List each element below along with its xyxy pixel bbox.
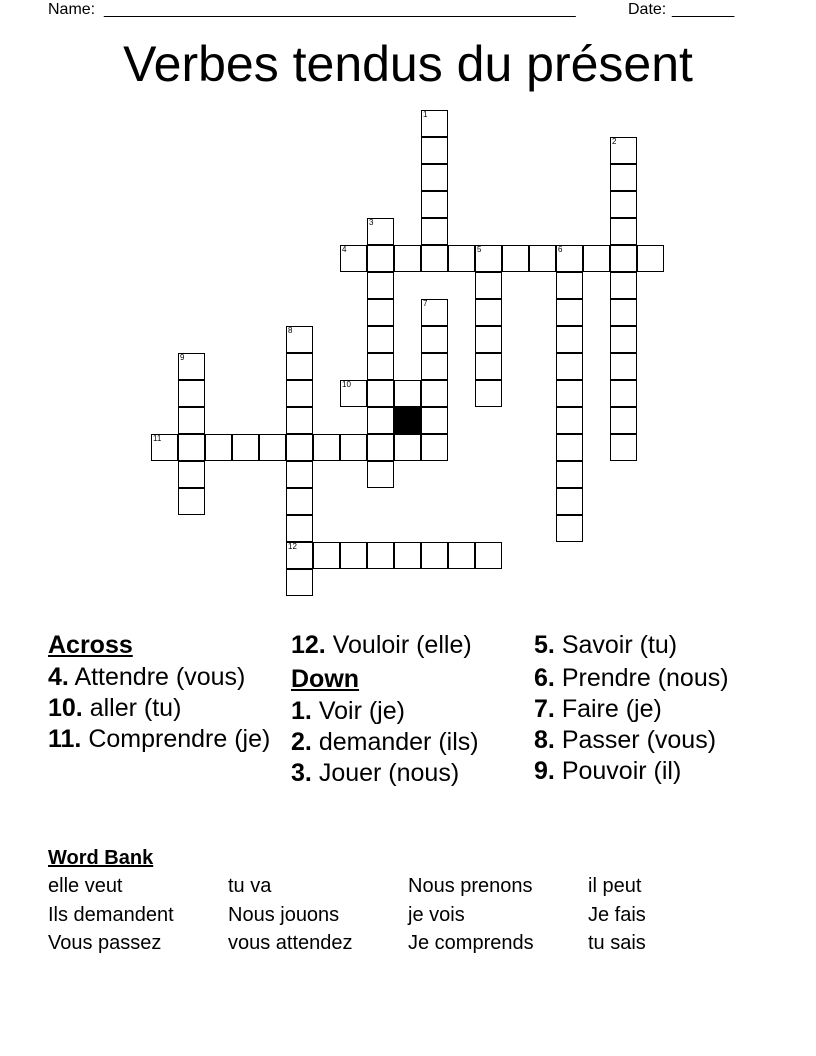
crossword-cell[interactable] [475,245,502,272]
crossword-cell[interactable] [610,407,637,434]
clue-number-label: 1 [423,110,428,119]
clue-down-8: 8. Passer (vous) [534,726,717,754]
crossword-cell[interactable] [583,245,610,272]
clue-column-2 [291,630,526,790]
crossword-cell[interactable] [151,434,178,461]
crossword-cell[interactable] [448,542,475,569]
crossword-cell[interactable] [367,380,394,407]
crossword-cell[interactable] [394,542,421,569]
date-label: Date: [628,1,667,18]
crossword-cell[interactable] [421,245,448,272]
crossword-cell[interactable] [367,407,394,434]
crossword-cell[interactable] [529,245,556,272]
word-bank-item: il peut [588,875,642,897]
crossword-cell[interactable] [556,245,583,272]
crossword-cell[interactable] [475,299,502,326]
clue-number-label: 9 [180,353,185,362]
clue-number-label: 7 [423,299,428,308]
clue-down-6: 6. Prendre (nous) [534,664,729,692]
clue-number-label: 6 [558,245,563,254]
crossword-cell[interactable] [556,407,583,434]
crossword-cell[interactable] [421,326,448,353]
word-bank-item: je vois [408,903,465,926]
crossword-cell[interactable] [556,488,583,515]
crossword-cell[interactable] [610,299,637,326]
clue-down-3: 3. Jouer (nous) [291,759,460,787]
crossword-cell[interactable] [286,434,313,461]
crossword-cell[interactable] [313,542,340,569]
clue-down-2: 2. demander (ils) [291,728,479,756]
clue-across-4: 4. Attendre (vous) [48,663,246,691]
crossword-cell[interactable] [556,380,583,407]
crossword-cell[interactable] [502,245,529,272]
clue-number-label: 12 [288,542,297,551]
crossword-cell[interactable] [556,299,583,326]
crossword-cell[interactable] [367,272,394,299]
crossword-block [394,407,421,434]
clue-number-label: 3 [369,218,374,227]
crossword-cell[interactable] [178,407,205,434]
crossword-cell[interactable] [421,164,448,191]
crossword-cell[interactable] [448,245,475,272]
crossword-cell[interactable] [610,353,637,380]
clue-across-10: 10. aller (tu) [48,694,182,722]
clue-across-11: 11. Comprendre (je) [48,725,271,753]
crossword-cell[interactable] [367,218,394,245]
crossword-cell[interactable] [610,191,637,218]
crossword-cell[interactable] [232,434,259,461]
crossword-cell[interactable] [556,515,583,542]
name-label: Name: [48,1,96,18]
clue-number-label: 4 [342,245,347,254]
crossword-cell[interactable] [367,245,394,272]
crossword-cell[interactable] [286,488,313,515]
crossword-cell[interactable] [367,326,394,353]
crossword-cell[interactable] [286,461,313,488]
word-bank-item: Je fais [588,903,646,926]
word-bank-row [48,903,768,932]
crossword-cell[interactable] [475,326,502,353]
clue-number-label: 8 [288,326,293,335]
crossword-cell[interactable] [421,542,448,569]
crossword-cell[interactable] [610,137,637,164]
crossword-cell[interactable] [394,245,421,272]
word-bank-item: tu va [228,875,272,897]
crossword-cell[interactable] [610,272,637,299]
clue-column-1 [48,630,283,756]
crossword-cell[interactable] [367,434,394,461]
crossword-cell[interactable] [421,110,448,137]
word-bank-row [48,874,768,903]
word-bank-item: Je comprends [408,932,534,954]
crossword-cell[interactable] [475,542,502,569]
page-title: Verbes tendus du présent [123,36,693,92]
crossword-cell[interactable] [367,299,394,326]
crossword-cell[interactable] [610,164,637,191]
word-bank-item: Ils demandent [48,903,174,926]
date-field[interactable]: _______ [672,1,735,18]
word-bank-item: Nous jouons [228,903,340,926]
crossword-cell[interactable] [421,218,448,245]
crossword-cell[interactable] [556,434,583,461]
clue-column-3 [534,630,769,788]
crossword-cell[interactable] [286,407,313,434]
crossword-cell[interactable] [610,245,637,272]
across-heading: Across [48,631,133,659]
crossword-cell[interactable] [556,326,583,353]
crossword-cell[interactable] [556,461,583,488]
word-bank-item: Vous passez [48,932,162,954]
word-bank-item: vous attendez [228,932,353,954]
crossword-cell[interactable] [637,245,664,272]
crossword-cell[interactable] [205,434,232,461]
crossword-cell[interactable] [313,434,340,461]
crossword-cell[interactable] [286,569,313,596]
crossword-cell[interactable] [286,542,313,569]
crossword-cell[interactable] [610,434,637,461]
crossword-cell[interactable] [259,434,286,461]
crossword-cell[interactable] [367,353,394,380]
word-bank-item: Nous prenons [408,875,533,897]
word-bank-row [48,931,768,960]
crossword-cell[interactable] [286,515,313,542]
name-field[interactable]: _____________________________________________________ [104,1,576,18]
crossword-cell[interactable] [178,461,205,488]
clue-number-label: 11 [153,434,162,443]
clue-across-12: 12. Vouloir (elle) [291,631,472,659]
crossword-cell[interactable] [556,272,583,299]
crossword-cell[interactable] [475,380,502,407]
crossword-cell[interactable] [421,380,448,407]
clue-number-label: 10 [342,380,351,389]
clue-down-7: 7. Faire (je) [534,695,662,723]
crossword-cell[interactable] [610,380,637,407]
crossword-cell[interactable] [178,434,205,461]
crossword-cell[interactable] [394,434,421,461]
clue-down-5: 5. Savoir (tu) [534,631,678,659]
crossword-cell[interactable] [340,542,367,569]
crossword-cell[interactable] [340,245,367,272]
crossword-cell[interactable] [340,380,367,407]
crossword-cell[interactable] [394,380,421,407]
word-bank [48,874,768,960]
crossword-cell[interactable] [475,353,502,380]
crossword-cell[interactable] [556,353,583,380]
crossword-cell[interactable] [340,434,367,461]
crossword-cell[interactable] [367,461,394,488]
word-bank-heading: Word Bank [48,847,154,869]
crossword-cell[interactable] [178,353,205,380]
crossword-cell[interactable] [610,326,637,353]
crossword-cell[interactable] [421,191,448,218]
crossword-cell[interactable] [610,218,637,245]
crossword-cell[interactable] [421,353,448,380]
crossword-cell[interactable] [178,380,205,407]
clue-down-9: 9. Pouvoir (il) [534,757,682,785]
crossword-cell[interactable] [286,380,313,407]
clue-down-1: 1. Voir (je) [291,697,405,725]
crossword-cell[interactable] [178,488,205,515]
crossword-cell[interactable] [421,299,448,326]
crossword-cell[interactable] [286,353,313,380]
word-bank-item: tu sais [588,932,646,954]
crossword-cell[interactable] [475,272,502,299]
down-heading: Down [291,665,360,693]
clue-number-label: 2 [612,137,617,146]
word-bank-item: elle veut [48,875,123,897]
crossword-cell[interactable] [421,137,448,164]
clue-number-label: 5 [477,245,482,254]
crossword-cell[interactable] [367,542,394,569]
crossword-cell[interactable] [421,407,448,434]
crossword-cell[interactable] [421,434,448,461]
crossword-cell[interactable] [286,326,313,353]
